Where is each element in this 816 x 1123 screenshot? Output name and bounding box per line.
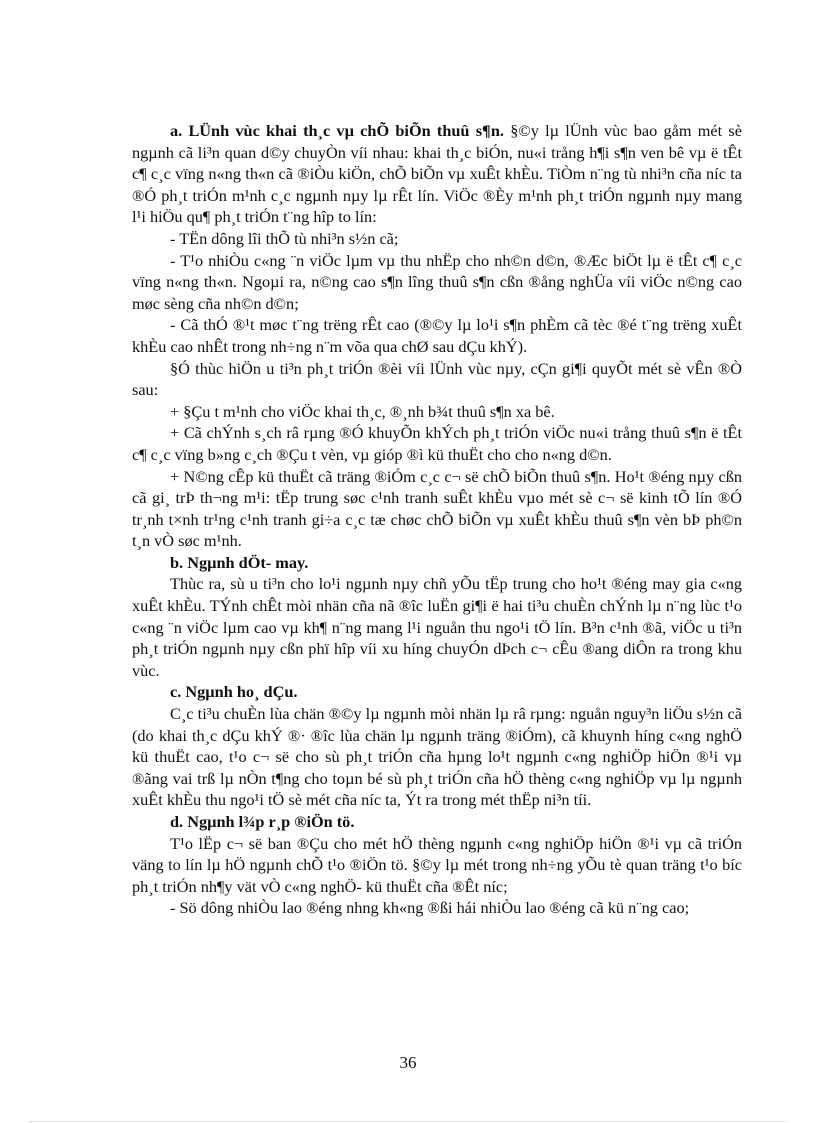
bullet-plus: + N©ng cÊp kü thuËt cã träng ®iÓm c¸c c¬ së chÕ biÕn thuû s¶n. Ho¹t ®éng nµy cßn cã gi¸ trÞ th¬ng m¹i: tËp trung søc c¹nh tranh suÊt khÈu vµo mét sè c¬ së kinh tÕ lín ®Ó tr¸nh t×nh tr¹ng c¹nh tranh gi÷a c¸c tæ chøc chÕ biÕn vµ xuÊt khÈu thuû s¶n vèn bÞ ph©n t¸n vÒ søc m¹nh. (132, 466, 742, 551)
section-a-paragraph (132, 120, 742, 228)
section-d-heading: d. Ngµnh l¾p r¸p ®iÖn tö. (170, 812, 355, 831)
bullet-dash: - TËn dông lîi thÕ tù nhi³n s½n cã; (170, 228, 399, 248)
bullet-dash: - T¹o nhiÒu c«ng ¨n viÖc lµm vµ thu nhËp cho nh©n d©n, ®Æc biÖt lµ ë tÊt c¶ c¸c vïng n«ng th«n. Ngoµi ra, n©ng cao s¶n lîng thuû s¶n cßn ®ång nghÜa víi viÖc n©ng cao møc sèng cña nh©n d©n; (132, 250, 742, 313)
paragraph: C¸c ti³u chuÈn lùa chän ®©y lµ ngµnh mòi nhän lµ râ rµng: nguån nguy³n liÖu s½n cã (do khai th¸c dÇu khÝ ®· ®îc lùa chän lµ ngµnh träng ®iÓm), cã khuynh híng c«ng nghÖ kü thuËt cao, t¹o c¬ së cho sù ph¸t triÓn cña hµng lo¹t ngµnh c«ng nghiÖp hiÖn ®¹i vµ ®ãng vai trß lµ nÒn t¶ng cho toµn bé sù ph¸t triÓn cña hÖ thèng c«ng nghiÖp vµ lµ ngµnh xuÊt khÈu thu ngo¹i tÖ sè mét cña níc ta, Ýt ra trong mét thËp ni³n tíi. (132, 704, 742, 810)
section-a-intro: §©y lµ lÜnh vùc bao gåm mét sè ngµnh cã li³n quan d©y chuyÒn víi nhau: khai th¸c biÓn, nu«i trång h¶i s¶n ven bê vµ ë tÊt c¶ c¸c vïng n«ng th«n cã ®iÒu kiÖn, chÕ biÕn vµ xuÊt khÈu. TiÒm n¨ng tù nhi³n cña níc ta ®Ó ph¸t triÓn m¹nh c¸c ngµnh nµy lµ rÊt lín. ViÖc ®Èy m¹nh ph¸t triÓn ngµnh nµy mang l¹i hiÖu qu¶ ph¸t triÓn t¨ng hîp to lín: (132, 121, 742, 227)
paragraph: T¹o lËp c¬ së ban ®Çu cho mét hÖ thèng ngµnh c«ng nghiÖp hiÖn ®¹i vµ cã triÓn väng to lín lµ hÖ ngµnh chÕ t¹o ®iÖn tö. §©y lµ mét trong nh÷ng yÕu tè quan träng t¹o bíc ph¸t triÓn nh¶y vät vÒ c«ng nghÖ- kü thuËt cña ®Êt níc; (132, 833, 742, 896)
bullet-plus: + Cã chÝnh s¸ch râ rµng ®Ó khuyÕn khÝch ph¸t triÓn viÖc nu«i trång thuû s¶n ë tÊt c¶ c¸c vïng b»ng c¸ch ®Çu t vèn, vµ gióp ®ì kü thuËt cho cho n«ng d©n. (132, 423, 742, 464)
page-number: 36 (399, 1053, 417, 1072)
bullet-plus: + §Çu t m¹nh cho viÖc khai th¸c, ®¸nh b¾t thuû s¶n xa bê. (170, 401, 555, 421)
section-a-heading: a. LÜnh vùc khai th¸c vµ chÕ biÕn thuû s¶n. (170, 121, 504, 140)
section-c-heading: c. Ngµnh ho¸ dÇu. (170, 682, 298, 702)
section-b-heading: b. Ngµnh dÖt- may. (170, 552, 309, 572)
document-body (132, 120, 742, 919)
bullet-dash: - Cã thÓ ®¹t møc t¨ng trëng rÊt cao (®©y lµ lo¹i s¶n phÈm cã tèc ®é t¨ng trëng xuÊt khÈu cao nhÊt trong nh÷ng n¨m võa qua chØ sau dÇu khÝ). (132, 315, 742, 356)
bullet-dash: - Sö dông nhiÒu lao ®éng nhng kh«ng ®ßi hái nhiÒu lao ®éng cã kü n¨ng cao; (170, 898, 690, 918)
paragraph: §Ó thùc hiÖn u ti³n ph¸t triÓn ®èi víi lÜnh vùc nµy, cÇn gi¶i quyÕt mét sè vÊn ®Ò sau: (132, 358, 742, 400)
paragraph: Thùc ra, sù u ti³n cho lo¹i ngµnh nµy chñ yÕu tËp trung cho ho¹t ®éng may gia c«ng xuÊt khÈu. TÝnh chÊt mòi nhän cña nã ®îc luËn gi¶i ë hai ti³u chuÈn chÝnh lµ n¨ng lùc t¹o c«ng ¨n viÖc lµm cao vµ kh¶ n¨ng mang l¹i nguån thu ngo¹i tÖ lín. B³n c¹nh ®ã, viÖc u ti³n ph¸t triÓn ngµnh nµy cßn phï hîp víi xu híng chuyÓn dÞch c¬ cÊu ®ang diÔn ra trong khu vùc. (132, 574, 742, 680)
page-bottom-divider (30, 1121, 786, 1122)
